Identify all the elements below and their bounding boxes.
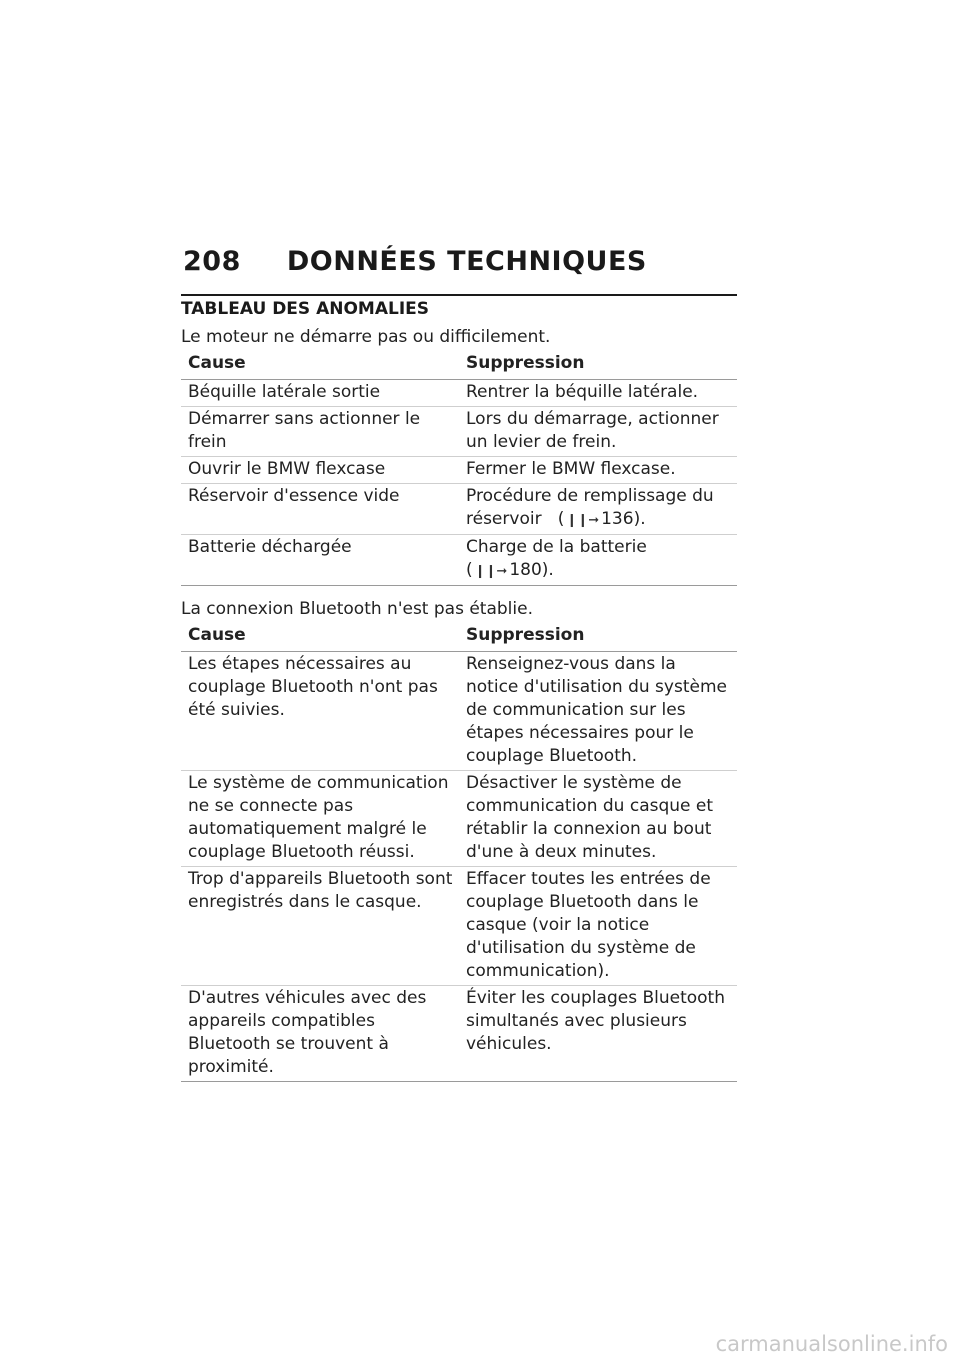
cause-cell: Le système de communication ne se connecte pas automatiquement malgré le couplage Bluetooth réussi. <box>181 771 459 867</box>
table-row <box>181 484 737 535</box>
cause-cell: Démarrer sans actionner le frein <box>181 407 459 457</box>
arrow-reference-icon: ❙❙➞ <box>566 513 600 528</box>
table2-intro: La connexion Bluetooth n'est pas établie. <box>181 599 533 619</box>
table-header-row <box>181 352 737 380</box>
ref-page: 180 <box>509 560 542 580</box>
cause-cell: Les étapes nécessaires au couplage Bluetooth n'ont pas été suivies. <box>181 652 459 771</box>
fix-cell: Effacer toutes les entrées de couplage Bluetooth dans le casque (voir la notice d'utilisation du système de communication). <box>459 867 737 986</box>
fix-cell <box>459 484 737 535</box>
cause-cell: Batterie déchargée <box>181 535 459 586</box>
fix-cell: Rentrer la béquille latérale. <box>459 380 737 407</box>
ref-close: ). <box>633 509 646 529</box>
fix-cell: Éviter les couplages Bluetooth simultanés avec plusieurs véhicules. <box>459 986 737 1082</box>
table-row <box>181 986 737 1082</box>
arrow-reference-icon: ❙❙➞ <box>474 564 508 579</box>
column-header-fix: Suppression <box>459 624 737 652</box>
column-header-cause: Cause <box>181 624 459 652</box>
bluetooth-fault-table <box>181 624 737 1082</box>
table-row <box>181 407 737 457</box>
cause-cell: Ouvrir le BMW flexcase <box>181 457 459 484</box>
page-number: 208 <box>183 246 241 277</box>
watermark: carmanualsonline.info <box>715 1332 948 1356</box>
fix-cell: Désactiver le système de communication du casque et rétablir la connexion au bout d'une à deux minutes. <box>459 771 737 867</box>
page-reference[interactable] <box>547 509 646 529</box>
table-row <box>181 380 737 407</box>
ref-close: ). <box>541 560 554 580</box>
table-row <box>181 457 737 484</box>
cause-cell: Trop d'appareils Bluetooth sont enregistrés dans le casque. <box>181 867 459 986</box>
chapter-title: DONNÉES TECHNIQUES <box>286 246 647 277</box>
table1-intro: Le moteur ne démarre pas ou difficilement. <box>181 327 551 347</box>
column-header-cause: Cause <box>181 352 459 380</box>
header-rule <box>181 294 737 296</box>
fix-text: Charge de la batterie <box>466 537 647 557</box>
fix-cell: Lors du démarrage, actionner un levier de frein. <box>459 407 737 457</box>
section-title: TABLEAU DES ANOMALIES <box>181 299 430 319</box>
column-header-fix: Suppression <box>459 352 737 380</box>
table-header-row <box>181 624 737 652</box>
table-row <box>181 652 737 771</box>
fix-cell: Renseignez-vous dans la notice d'utilisation du système de communication sur les étapes nécessaires pour le couplage Bluetooth. <box>459 652 737 771</box>
page-header <box>183 244 647 280</box>
ref-page: 136 <box>601 509 634 529</box>
fix-cell <box>459 535 737 586</box>
ref-open: ( <box>557 509 565 529</box>
table-row <box>181 771 737 867</box>
fix-cell: Fermer le BMW flexcase. <box>459 457 737 484</box>
cause-cell: D'autres véhicules avec des appareils compatibles Bluetooth se trouvent à proximité. <box>181 986 459 1082</box>
page-reference[interactable] <box>466 560 554 580</box>
cause-cell: Béquille latérale sortie <box>181 380 459 407</box>
ref-open: ( <box>466 560 473 580</box>
table-row <box>181 867 737 986</box>
engine-start-fault-table <box>181 352 737 586</box>
cause-cell: Réservoir d'essence vide <box>181 484 459 535</box>
table-row <box>181 535 737 586</box>
fix-text: Procédure de remplissage du réservoir <box>466 486 714 529</box>
